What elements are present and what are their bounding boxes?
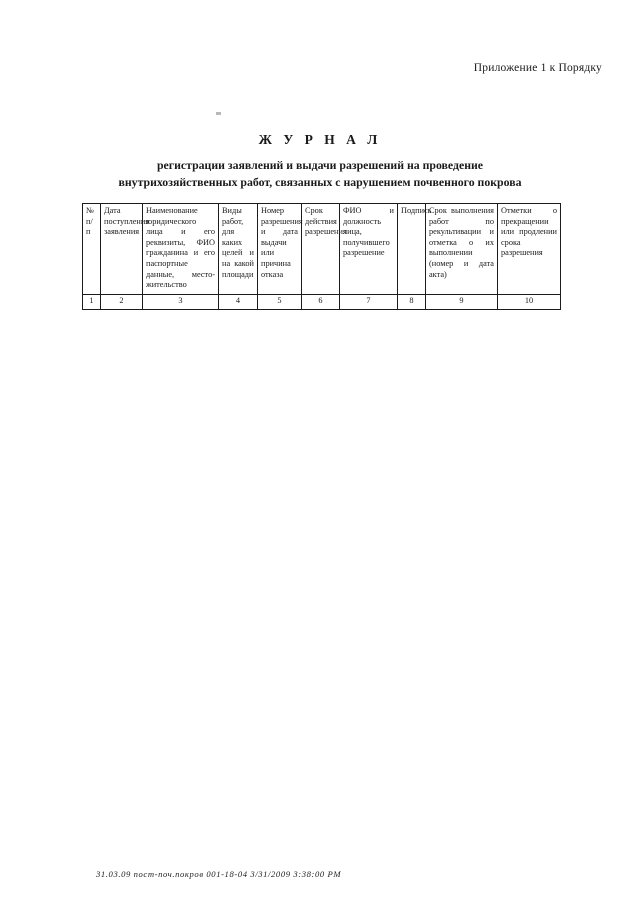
subtitle-line-1: регистрации заявлений и выдачи разрешений на проведение <box>156 158 484 172</box>
subtitle-line-2: внутрихозяйственных работ, связанных с нарушением почвенного покрова <box>118 175 522 189</box>
column-header-number: № п/п <box>83 204 101 295</box>
column-header-signature: Подпись <box>398 204 426 295</box>
column-index-1: 1 <box>83 294 101 309</box>
page-title: Ж У Р Н А Л <box>258 132 382 147</box>
table-number-row <box>83 294 561 309</box>
column-header-application-date: Дата поступления заявления <box>101 204 143 295</box>
column-index-8: 8 <box>398 294 426 309</box>
page-artifact-mark <box>216 112 221 115</box>
column-header-recipient-name: ФИО и должность лица, получившего разрешение <box>340 204 398 295</box>
column-index-2: 2 <box>101 294 143 309</box>
column-index-9: 9 <box>426 294 498 309</box>
footer-note: 31.03.09 пост-поч.покров 001-18-04 3/31/2009 3:38:00 PM <box>96 869 342 879</box>
column-index-4: 4 <box>219 294 258 309</box>
column-index-6: 6 <box>302 294 340 309</box>
journal-table <box>82 203 561 310</box>
column-header-recultivation-term: Срок выполнения работ по рекультивации и отметка о их выполнении (номер и дата акта) <box>426 204 498 295</box>
column-index-10: 10 <box>498 294 561 309</box>
column-header-applicant-details: Наименование юридического лица и его реквизиты, ФИО гражданина и его паспортные данные, место-жительство <box>143 204 219 295</box>
column-index-5: 5 <box>258 294 302 309</box>
appendix-label: Приложение 1 к Порядку <box>473 62 602 74</box>
column-header-permit-validity: Срок действия разрешения <box>302 204 340 295</box>
column-header-work-types: Виды работ, для каких целей и на какой площади <box>219 204 258 295</box>
title-block <box>0 132 640 191</box>
table-header-row <box>83 204 561 295</box>
column-index-7: 7 <box>340 294 398 309</box>
column-index-3: 3 <box>143 294 219 309</box>
column-header-remarks: Отметки о прекращении или продлении срока разрешения <box>498 204 561 295</box>
column-header-permit-number: Номер разрешения и дата выдачи или причина отказа <box>258 204 302 295</box>
